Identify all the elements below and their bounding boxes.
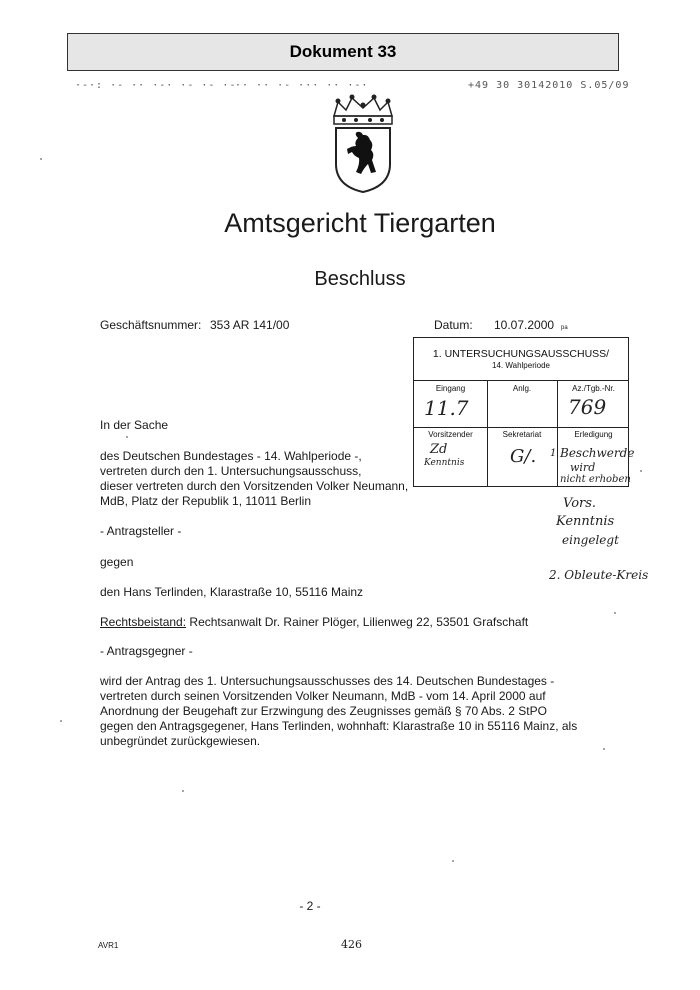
legal-counsel-text: Rechtsanwalt Dr. Rainer Plöger, Lilienweg 22, 53501 Grafschaft bbox=[186, 615, 529, 629]
decision-line: vertreten durch seinen Vorsitzenden Volker Neumann, MdB - vom 14. April 2000 auf bbox=[100, 689, 546, 703]
scan-speck bbox=[603, 748, 605, 750]
case-number-value: 353 AR 141/00 bbox=[210, 318, 290, 332]
decision-line: gegen den Antragsgegener, Hans Terlinden, wohnhaft: Klarastraße 10 in 55116 Mainz, als bbox=[100, 719, 578, 733]
margin-note: eingelegt bbox=[562, 533, 619, 547]
stamp-header-erledigung: Erledigung bbox=[574, 430, 613, 439]
receipt-stamp bbox=[413, 337, 635, 487]
stamp-header-anlg: Anlg. bbox=[512, 384, 532, 393]
party-1-line: vertreten durch den 1. Untersuchungsausschuss, bbox=[100, 464, 362, 478]
role-antragsgegner: - Antragsgegner - bbox=[100, 644, 193, 658]
fax-header-middle: ·· ·· ·- ··· ·· ·-· bbox=[235, 80, 369, 91]
stamp-aztgb-value: 769 bbox=[568, 395, 607, 419]
document-type: Beschluss bbox=[314, 268, 406, 290]
scan-speck bbox=[60, 720, 62, 722]
scan-speck bbox=[452, 860, 454, 862]
role-antragsteller: - Antragsteller - bbox=[100, 524, 182, 538]
stamp-header-vorsitzender: Vorsitzender bbox=[428, 430, 473, 439]
stamp-title: 1. UNTERSUCHUNGSAUSSCHUSS/ bbox=[432, 348, 610, 360]
decision-line: wird der Antrag des 1. Untersuchungsausschusses des 14. Deutschen Bundestages - bbox=[100, 674, 555, 688]
party-1-line: des Deutschen Bundestages - 14. Wahlperiode -, bbox=[100, 449, 362, 463]
margin-note: Vors. bbox=[563, 496, 597, 511]
stamp-erledigung-line-3: nicht erhoben bbox=[560, 474, 631, 485]
page-number: 426 bbox=[341, 938, 362, 951]
stamp-header-eingang: Eingang bbox=[435, 384, 466, 393]
decision-line: unbegründet zurückgewiesen. bbox=[100, 734, 261, 748]
party-1-line: MdB, Platz der Republik 1, 11011 Berlin bbox=[100, 494, 312, 508]
party-2: den Hans Terlinden, Klarastraße 10, 55116 Mainz bbox=[100, 585, 364, 599]
court-name: Amtsgericht Tiergarten bbox=[224, 208, 496, 238]
page-indicator: - 2 - bbox=[299, 899, 321, 913]
legal-counsel-label: Rechtsbeistand: bbox=[100, 615, 187, 629]
fax-header-left: ·-·: ·- ·· ·-· ·- ·- ·- bbox=[75, 80, 237, 91]
scan-speck bbox=[614, 612, 616, 614]
form-code: AVR1 bbox=[98, 941, 119, 950]
case-number-label: Geschäftsnummer: bbox=[100, 318, 202, 332]
date-suffix: pa bbox=[561, 325, 568, 331]
stamp-erledigung-line-1: Beschwerde bbox=[560, 446, 635, 460]
decision-line: Anordnung der Beugehaft zur Erzwingung des Zeugnisses gemäß § 70 Abs. 2 StPO bbox=[100, 704, 547, 718]
scan-speck bbox=[40, 158, 42, 160]
document-title: Dokument 33 bbox=[289, 42, 397, 61]
scan-speck bbox=[126, 436, 128, 438]
stamp-divider bbox=[414, 380, 628, 381]
scan-speck bbox=[182, 790, 184, 792]
stamp-sekretariat-mark: 1 bbox=[550, 448, 557, 459]
stamp-sekretariat-value: G/. bbox=[510, 446, 537, 467]
margin-note: Kenntnis bbox=[556, 514, 615, 529]
stamp-vorsitzender-note: Kenntnis bbox=[424, 458, 465, 468]
date-value: 10.07.2000 bbox=[494, 318, 555, 332]
stamp-header-aztgb: Az./Tgb.-Nr. bbox=[572, 384, 615, 393]
gegen: gegen bbox=[100, 555, 134, 569]
stamp-erledigung-line-2: wird bbox=[570, 461, 596, 474]
scan-speck bbox=[640, 470, 642, 472]
party-1-line: dieser vertreten durch den Vorsitzenden Volker Neumann, bbox=[100, 479, 409, 493]
legal-counsel bbox=[100, 615, 528, 630]
margin-note: 2. Obleute-Kreis bbox=[549, 568, 649, 582]
document-header bbox=[67, 33, 619, 71]
stamp-divider bbox=[414, 427, 628, 428]
stamp-subtitle: 14. Wahlperiode bbox=[492, 361, 550, 370]
fax-header-right: +49 30 30142010 S.05/09 bbox=[468, 80, 630, 91]
stamp-header-sekretariat: Sekretariat bbox=[502, 430, 542, 439]
stamp-vorsitzender-value: Zd bbox=[430, 442, 448, 457]
date-label: Datum: bbox=[434, 318, 473, 332]
stamp-eingang-value: 11.7 bbox=[424, 396, 469, 420]
in-der-sache: In der Sache bbox=[100, 418, 169, 432]
berlin-bear-crest-icon bbox=[330, 94, 396, 194]
